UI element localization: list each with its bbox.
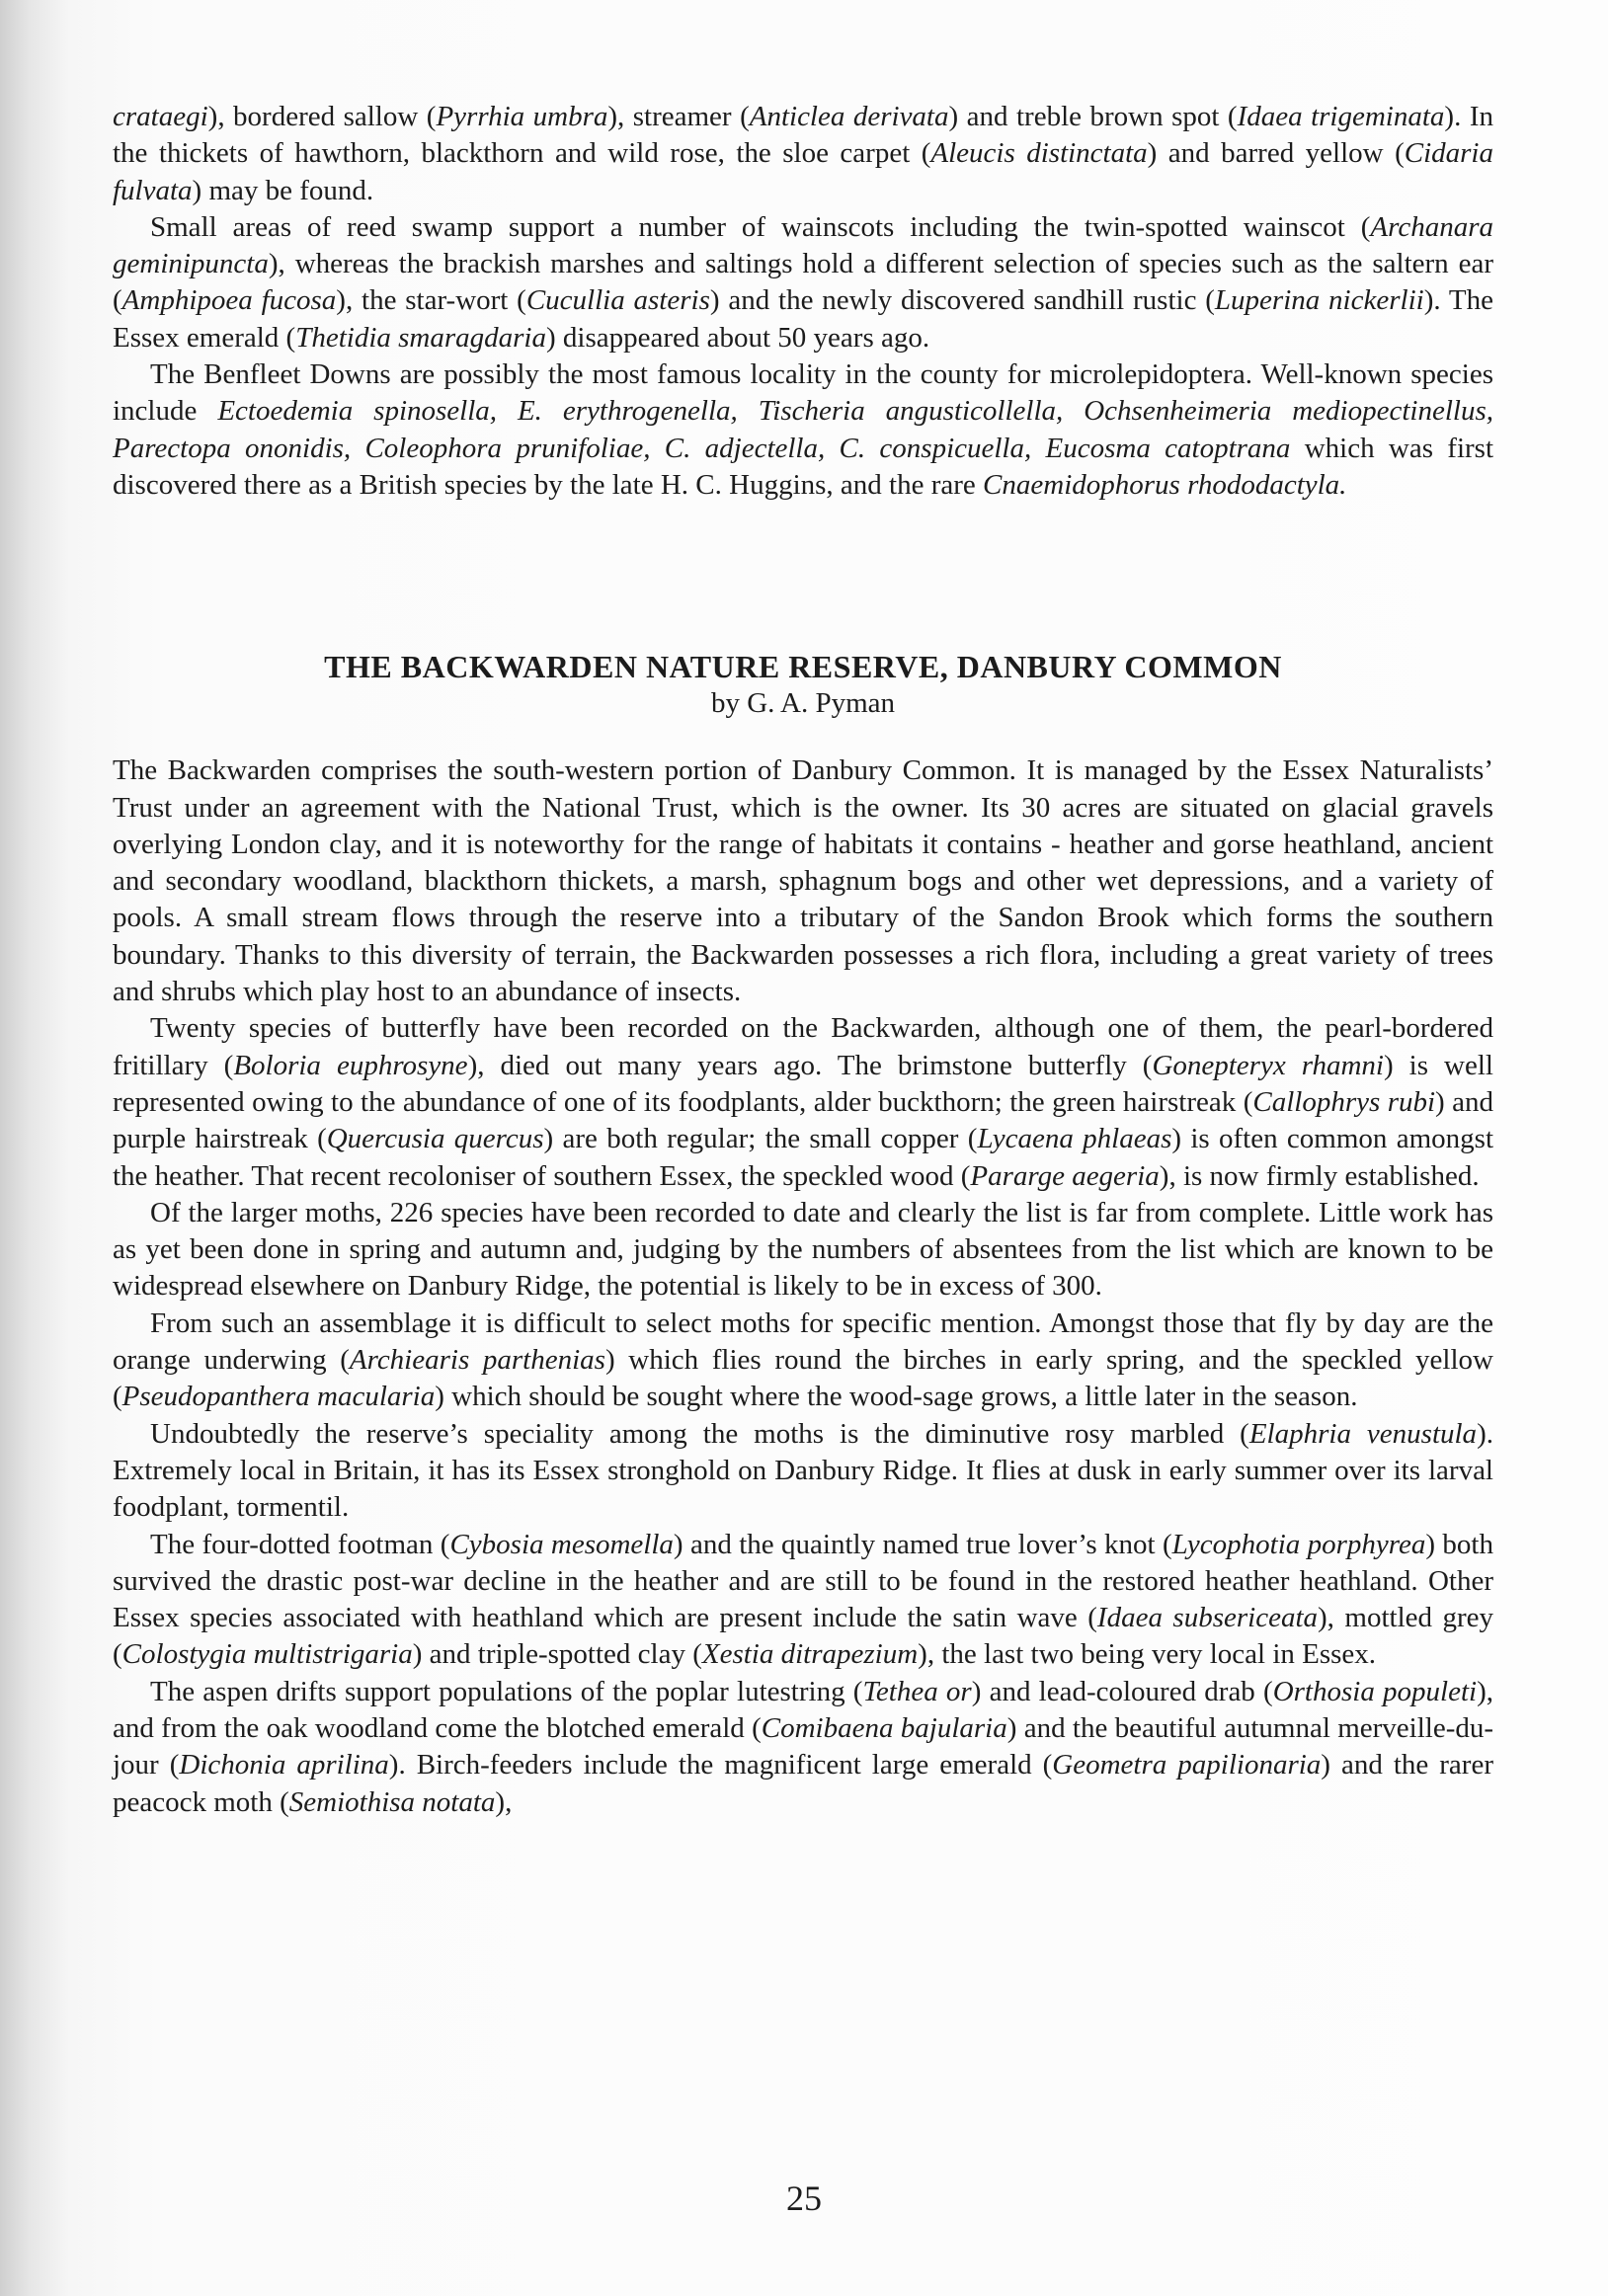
paragraph: The Benfleet Downs are possibly the most famous locality in the county for microlepidoptera. Well-known species include Ectoedemia spinosella, E. erythrogenella, Tischeria angusticollella, Ochsenheimeria mediopectinellus, Parectopa ononidis, Coleophora prunifoliae, C. adjectella, C. conspicuella, Eucosma catoptrana which was first discovered there as a British species by the late H. C. Huggins, and the rare Cnaemidophorus rhododactyla. bbox=[113, 358, 1493, 501]
paragraph: The aspen drifts support populations of the poplar lutestring (Tethea or) and lead-coloured drab (Orthosia populeti), and from the oak woodland come the blotched emerald (Comibaena bajularia) and the beautiful autumnal merveille-du-jour (Dichonia aprilina). Birch-feeders include the magnificent large emerald (Geometra papilionaria) and the rarer peacock moth (Semiothisa notata), bbox=[113, 1675, 1494, 1818]
paragraph: From such an assemblage it is difficult to select moths for specific mention. Amongst those that fly by day are the orange underwing (Archiearis parthenias) which flies round the birches in early spring, and the speckled yellow (Pseudopanthera macularia) which should be sought where the wood-sage grows, a little later in the season. bbox=[113, 1306, 1493, 1413]
paragraph: Undoubtedly the reserve’s speciality among the moths is the diminutive rosy marbled (Elaphria venustula). Extremely local in Britain, it has its Essex stronghold on Danbury Ridge. It flies at dusk in early summer over its larval foodplant, tormentil. bbox=[113, 1417, 1493, 1524]
paragraph: crataegi), bordered sallow (Pyrrhia umbra), streamer (Anticlea derivata) and treble brown spot (Idaea trigeminata). In the thickets of hawthorn, blackthorn and wild rose, the sloe carpet (Aleucis distinctata) and barred yellow (Cidaria fulvata) may be found. bbox=[113, 101, 1493, 206]
section-spacer bbox=[113, 504, 1493, 648]
paragraph: The four-dotted footman (Cybosia mesomella) and the quaintly named true lover’s knot (Lycophotia porphyrea) both survived the drastic post-war decline in the heather and are still to be found in the restored heather heathland. Other Essex species associated with heathland which are present include the satin wave (Idaea subsericeata), mottled grey (Colostygia multistrigaria) and triple-spotted clay (Xestia ditrapezium), the last two being very local in Essex. bbox=[113, 1528, 1493, 1671]
page-number: 25 bbox=[786, 2178, 822, 2218]
paragraph: Twenty species of butterfly have been recorded on the Backwarden, although one of them, the pearl-bordered fritillary (Boloria euphrosyne), died out many years ago. The brimstone butterfly (Gonepteryx rhamni) is well represented owing to the abundance of one of its foodplants, alder buckthorn; the green hairstreak (Callophrys rubi) and purple hairstreak (Quercusia quercus) are both regular; the small copper (Lycaena phlaeas) is often common amongst the heather. That recent recoloniser of southern Essex, the speckled wood (Pararge aegeria), is now firmly established. bbox=[113, 1012, 1494, 1192]
paragraph: Of the larger moths, 226 species have been recorded to date and clearly the list is far from complete. Little work has as yet been done in spring and autumn and, judging by the numbers of absentees from the list which are known to be widespread elsewhere on Danbury Ridge, the potential is likely to be in excess of 300. bbox=[113, 1196, 1493, 1303]
paragraph: Small areas of reed swamp support a number of wainscots including the twin-spotted wainscot (Archanara geminipuncta), whereas the brackish marshes and saltings hold a different selection of species such as the saltern ear (Amphipoea fucosa), the star-wort (Cucullia asteris) and the newly discovered sandhill rustic (Luperina nickerlii). The Essex emerald (Thetidia smaragdaria) disappeared about 50 years ago. bbox=[113, 210, 1493, 354]
paragraph: The Backwarden comprises the south-western portion of Danbury Common. It is managed by the Essex Naturalists’ Trust under an agreement with the National Trust, which is the owner. Its 30 acres are situated on glacial gravels overlying London clay, and it is noteworthy for the range of habitats it contains - heather and gorse heathland, ancient and secondary woodland, blackthorn thickets, a marsh, sphagnum bogs and other wet depressions, and a variety of pools. A small stream flows through the reserve into a tributary of the Sandon Brook which forms the southern boundary. Thanks to this diversity of terrain, the Backwarden possesses a rich flora, including a great variety of trees and shrubs which play host to an abundance of insects. bbox=[113, 754, 1493, 1008]
page-content bbox=[113, 99, 1493, 1821]
article-byline: by G. A. Pyman bbox=[710, 687, 896, 720]
article-title: THE BACKWARDEN NATURE RESERVE, DANBURY COMMON bbox=[324, 649, 1282, 685]
